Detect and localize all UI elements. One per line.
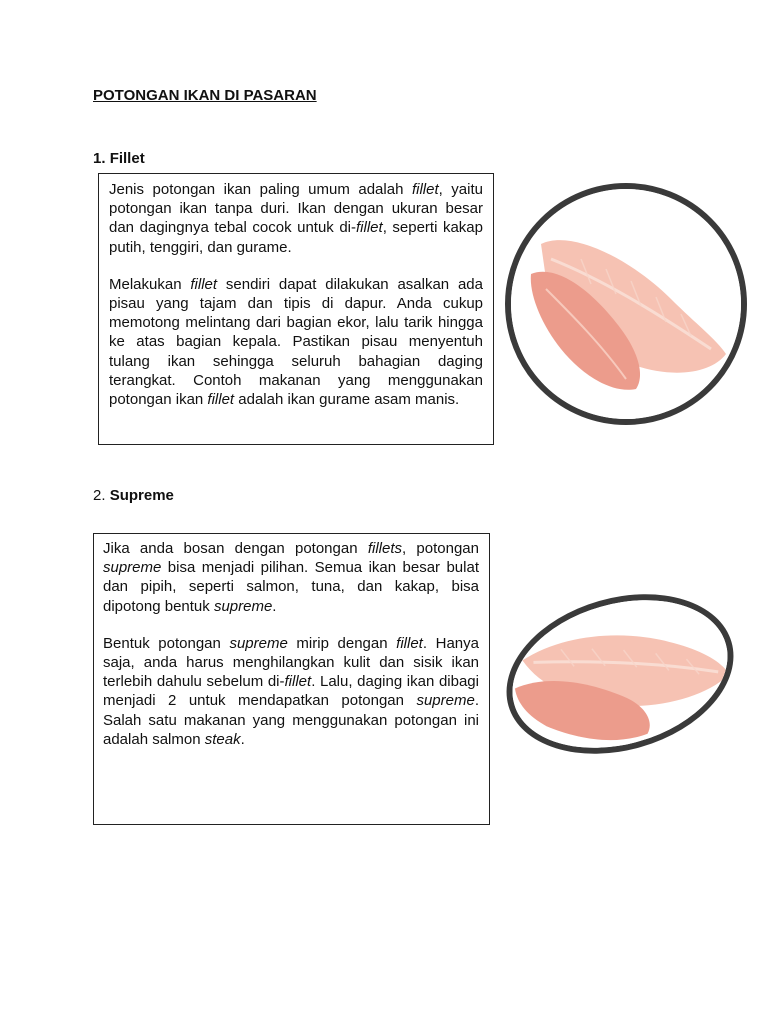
text-run: mirip dengan (287, 634, 397, 652)
text-run: , seperti kakap putih, tenggiri, dan gurame. (109, 219, 483, 256)
text-run: , yaitu potongan ikan tanpa duri. Ikan dengan ukuran besar dan dagingnya tebal cocok untuk di- (109, 181, 483, 237)
text-run: , potongan (402, 540, 479, 557)
text-run: . (240, 730, 245, 748)
text-run: . Lalu, daging ikan dibagi menjadi 2 untuk mendapatkan potongan (103, 673, 479, 710)
paragraph (109, 180, 483, 257)
paragraph (103, 539, 479, 616)
italic-term: fillet (411, 181, 439, 198)
italic-term: fillet (190, 275, 218, 293)
text-run: Jenis potongan ikan paling umum adalah (109, 181, 412, 198)
paragraph (109, 275, 483, 409)
italic-term: supreme (213, 597, 273, 615)
text-run: adalah ikan gurame asam manis. (234, 391, 460, 409)
italic-term: supreme (229, 634, 288, 652)
section-name: Fillet (109, 150, 145, 167)
section-number: 1. (93, 150, 106, 167)
paragraph (103, 634, 479, 749)
italic-term: steak (204, 730, 241, 748)
section-number: 2. (93, 487, 106, 504)
fillet-text-box (98, 173, 494, 445)
text-run: Bentuk potongan (103, 634, 230, 652)
section-name: Supreme (109, 487, 174, 504)
text-run: sendiri dapat dilakukan asalkan ada pisau yang tajam dan tipis di dapur. Anda cukup memotong melintang dari bagian ekor, lalu tarik hingga ke atas bagian kepala. Pastikan pisau menyentuh tulang ikan sehingga seluruh bahagian daging terangkat. Contoh makanan yang menggunakan potongan ikan (109, 275, 483, 409)
italic-term: fillet (207, 391, 235, 409)
text-run: bisa menjadi pilihan. Semua ikan besar bulat dan pipih, seperti salmon, tuna, dan kakap, bisa dipotong bentuk (103, 559, 479, 615)
italic-term: fillets (367, 540, 402, 557)
section-heading-fillet (93, 150, 145, 167)
italic-term: supreme (103, 559, 162, 577)
text-run: . Hanya saja, anda harus menghilangkan kulit dan sisik ikan terlebih dahulu sebelum di- (103, 634, 479, 691)
italic-term: fillet (356, 219, 383, 237)
text-run: Melakukan (109, 275, 191, 293)
italic-term: fillet (396, 634, 423, 652)
section-heading-supreme (93, 487, 174, 504)
fish-fillet-photo-icon (505, 183, 747, 425)
fish-supreme-photo-icon (488, 569, 753, 779)
page-title: POTONGAN IKAN DI PASARAN (93, 87, 317, 104)
supreme-text-box (93, 533, 490, 825)
text-run: . Salah satu makanan yang menggunakan potongan ini adalah salmon (103, 692, 479, 748)
text-run: Jika anda bosan dengan potongan (103, 540, 368, 557)
italic-term: fillet (284, 673, 312, 691)
italic-term: supreme (416, 692, 475, 710)
text-run: . (272, 597, 277, 615)
